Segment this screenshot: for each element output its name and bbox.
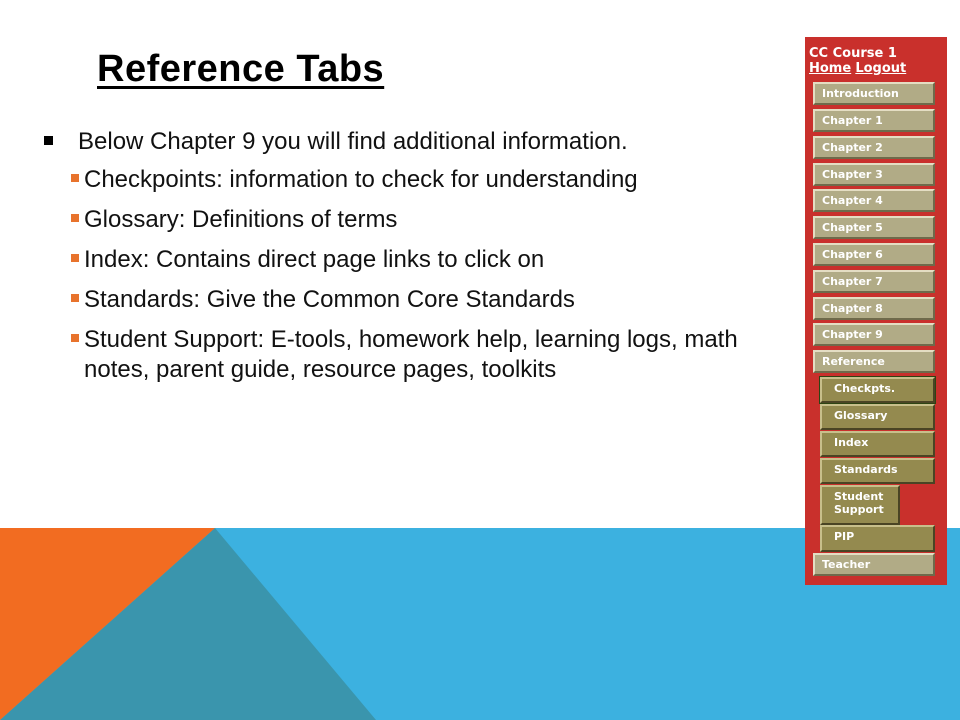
square-bullet-icon — [71, 174, 79, 182]
square-bullet-icon — [71, 334, 79, 342]
course-title: CC Course 1 — [809, 46, 897, 61]
logout-link[interactable]: Logout — [855, 61, 907, 76]
sub-bullet-text: Glossary: Definitions of terms — [84, 206, 398, 233]
nav-item-chapter-7[interactable]: Chapter 7 — [813, 270, 935, 293]
sub-bullet-text: Index: Contains direct page links to click on — [84, 246, 545, 273]
bullet-list — [42, 127, 782, 395]
nav-subitem-index[interactable]: Index — [820, 431, 935, 457]
bullet-text: Below Chapter 9 you will find additional information. — [78, 128, 628, 155]
home-link[interactable]: Home — [809, 61, 852, 76]
nav-item-chapter-2[interactable]: Chapter 2 — [813, 136, 935, 159]
nav-subitem-glossary[interactable]: Glossary — [820, 404, 935, 430]
square-bullet-icon — [44, 136, 53, 145]
sub-bullet-text: Student Support: E-tools, homework help, learning logs, math notes, parent guide, resource pages, toolkits — [84, 326, 738, 383]
sub-bullet-text: Standards: Give the Common Core Standards — [84, 286, 575, 313]
sub-bullet-item — [42, 285, 782, 315]
nav-item-chapter-4[interactable]: Chapter 4 — [813, 189, 935, 212]
nav-item-chapter-8[interactable]: Chapter 8 — [813, 297, 935, 320]
nav-subitem-pip[interactable]: PIP — [820, 525, 935, 552]
nav-links — [809, 61, 941, 76]
nav-subitem-student-support[interactable]: Student Support — [820, 485, 900, 525]
square-bullet-icon — [71, 214, 79, 222]
nav-item-chapter-1[interactable]: Chapter 1 — [813, 109, 935, 132]
nav-item-chapter-5[interactable]: Chapter 5 — [813, 216, 935, 239]
nav-item-teacher[interactable]: Teacher — [813, 553, 935, 576]
square-bullet-icon — [71, 294, 79, 302]
sub-bullet-item — [42, 205, 782, 235]
nav-item-chapter-3[interactable]: Chapter 3 — [813, 163, 935, 186]
sub-bullet-item — [42, 325, 774, 385]
sub-bullet-item — [42, 245, 782, 275]
course-nav-panel — [805, 37, 947, 585]
nav-item-introduction[interactable]: Introduction — [813, 82, 935, 105]
nav-subitem-checkpoints[interactable]: Checkpts. — [820, 377, 935, 403]
bullet-item — [42, 127, 678, 157]
sub-bullet-text: Checkpoints: information to check for understanding — [84, 166, 638, 193]
nav-subitem-standards[interactable]: Standards — [820, 458, 935, 484]
square-bullet-icon — [71, 254, 79, 262]
slide-title: Reference Tabs — [97, 48, 385, 90]
nav-item-reference[interactable]: Reference — [813, 350, 935, 373]
nav-item-chapter-9[interactable]: Chapter 9 — [813, 323, 935, 346]
nav-item-chapter-6[interactable]: Chapter 6 — [813, 243, 935, 266]
sub-bullet-item — [42, 165, 644, 195]
